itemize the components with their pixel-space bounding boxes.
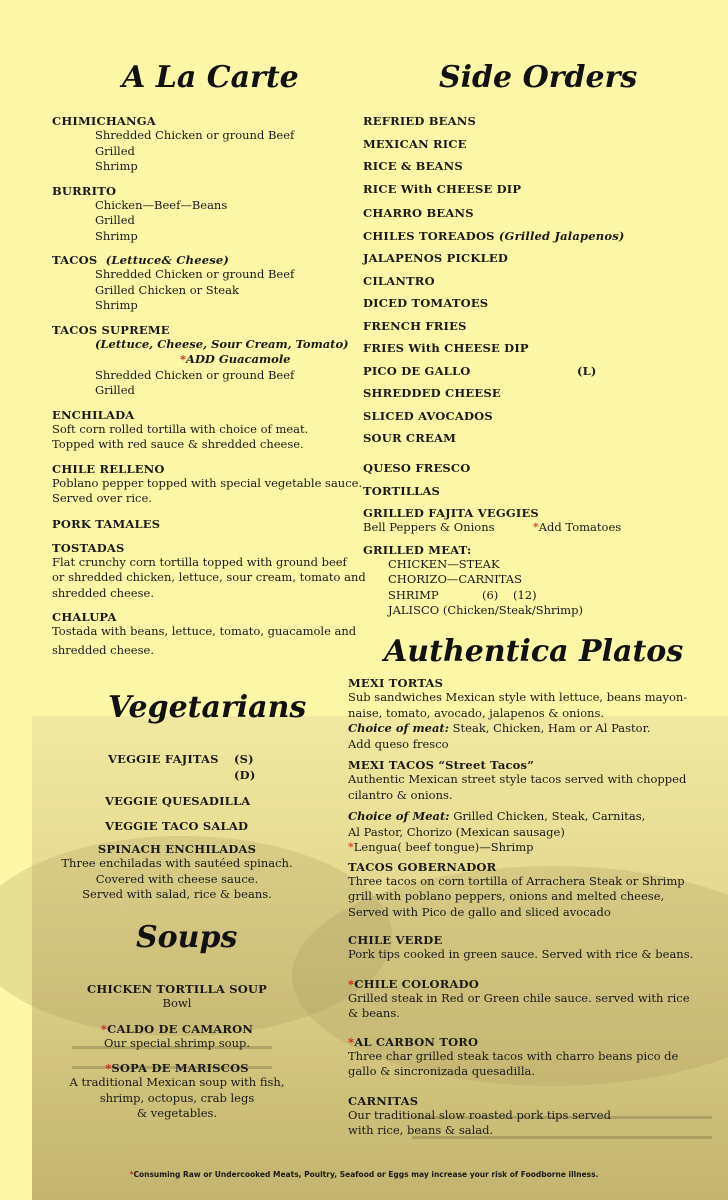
- authentica-platos-section: [348, 634, 718, 1139]
- a-la-carte-title: A La Carte: [122, 60, 299, 95]
- menu-item: RICE With CHEESE DIP: [363, 181, 522, 196]
- menu-item: FRIES With CHEESE DIP: [363, 341, 529, 355]
- menu-item: CHILE RELLENO Poblano pepper topped with special vegetable sauce. Served over rice.: [52, 461, 363, 505]
- menu-item: MEXI TORTAS Sub sandwiches Mexican style with lettuce, beans mayon- naise, tomato, avocado, jalapenos & onions. Choice of meat: Steak, Chicken, Ham or Al Pastor. Add queso fresco: [348, 676, 688, 751]
- menu-item: ENCHILADA Soft corn rolled tortilla with choice of meat. Topped with red sauce & shredded cheese.: [52, 407, 309, 451]
- vegetarians-title: Vegetarians: [108, 690, 307, 725]
- menu-item: GRILLED MEAT:: [363, 542, 472, 557]
- vegetarians-section: Vegetarians VEGGIE FAJITAS (S) (D) VEGGIE QUESADILLA VEGGIE TACO SALAD SPINACH ENCHILADAS Three enchiladas with sautéed spinach. Covered with cheese sauce. Served with salad, rice & beans.: [52, 690, 342, 903]
- footer-disclaimer: *Consuming Raw or Undercooked Meats, Poultry, Seafood or Eggs may increase your risk of Foodborne illness.: [129, 1170, 599, 1179]
- menu-item: VEGGIE QUESADILLA: [105, 794, 251, 808]
- menu-item: SLICED AVOCADOS: [363, 408, 493, 423]
- menu-item: BURRITO Chicken—Beef—Beans Grilled Shrimp: [52, 183, 228, 243]
- menu-item: PORK TAMALES: [52, 516, 161, 531]
- menu-item: CHILES TOREADOS (Grilled Jalapenos): [363, 228, 625, 243]
- menu-item: JALAPENOS PICKLED: [363, 251, 509, 265]
- menu-item: QUESO FRESCO: [363, 461, 471, 475]
- menu-item: CHALUPA Tostada with beans, lettuce, tomato, guacamole and shredded cheese.: [52, 610, 357, 657]
- menu-item: RICE & BEANS: [363, 159, 463, 173]
- menu-item: *AL CARBON TORO Three char grilled steak tacos with charro beans pico de gallo & sincronizada quesadilla.: [348, 1034, 679, 1078]
- menu-item: TOSTADAS Flat crunchy corn tortilla topped with ground beef or shredded chicken, lettuce, sour cream, tomato and shredded cheese.: [52, 540, 366, 600]
- menu-item: CHILE VERDE Pork tips cooked in green sauce. Served with rice & beans.: [348, 933, 694, 961]
- menu-item: CILANTRO: [363, 273, 435, 288]
- menu-item: SPINACH ENCHILADAS Three enchiladas with sautéed spinach. Covered with cheese sauce. Served with salad, rice & beans.: [61, 842, 293, 901]
- menu-item: TACOS (Lettuce& Cheese) Shredded Chicken or ground Beef Grilled Chicken or Steak Shrimp: [52, 253, 295, 312]
- authentica-title: Authentica Platos: [384, 634, 684, 669]
- side-orders-title: Side Orders: [439, 60, 638, 95]
- menu-item: TORTILLAS: [363, 483, 441, 498]
- menu-item: TACOS GOBERNADOR Three tacos on corn tortilla of Arrachera Steak or Shrimp grill with poblano peppers, onions and melted cheese, Served with Pico de gallo and sliced avocado: [348, 859, 685, 919]
- menu-item: SOUR CREAM: [363, 431, 457, 445]
- menu-item: MEXI TACOS “Street Tacos” Authentic Mexican street style tacos served with chopped cilantro & onions. Choice of Meat: Grilled Chicken, Steak, Carnitas, Al Pastor, Chorizo (Mexican sausage) *Lengua( beef tongue)—Shrimp: [348, 758, 687, 854]
- menu-item: *CHILE COLORADO Grilled steak in Red or Green chile sauce. served with rice & beans.: [348, 976, 690, 1020]
- menu-item: CHICKEN TORTILLA SOUP Bowl: [87, 982, 267, 1010]
- menu-item: *SOPA DE MARISCOS A traditional Mexican soup with fish, shrimp, octopus, crab legs & vegetables.: [69, 1061, 285, 1120]
- menu-item: FRENCH FRIES: [363, 318, 467, 333]
- soups-title: Soups: [136, 920, 238, 955]
- soups-section: [52, 920, 342, 1122]
- menu-item: REFRIED BEANS: [363, 114, 476, 128]
- menu-item: VEGGIE FAJITAS (S): [108, 752, 254, 766]
- side-orders-section: Side Orders REFRIED BEANS MEXICAN RICE RICE & BEANS RICE With CHEESE DIP CHARRO BEANS CHILES TOREADOS (Grilled Jalapenos) JALAPENOS PICKLED CILANTRO DICED TOMATOES FRENCH FRIES FRIES With CHEESE DIP PICO DE GALLO (L) SHREDDED CHEESE SLICED AVOCADOS SOUR CREAM QUESO FRESCO TORTILLAS GRILLED FAJITA VEGGIES Bell Peppers & Onions *Add Tomatoes GRILLED MEAT: CHICKEN—STEAK CHORIZO—CARNITAS SHRIMP (6) (12) JALISCO (Chicken/Steak/Shrimp): [363, 60, 713, 619]
- menu-item: DICED TOMATOES: [363, 296, 489, 310]
- menu-item: VEGGIE TACO SALAD: [105, 819, 249, 833]
- a-la-carte-section: [52, 60, 366, 658]
- menu-item: PICO DE GALLO (L): [363, 363, 597, 378]
- menu-item: CHARRO BEANS: [363, 206, 474, 220]
- menu-item: CHIMICHANGA Shredded Chicken or ground Beef Grilled Shrimp: [52, 114, 295, 173]
- menu-item: TACOS SUPREME (Lettuce, Cheese, Sour Cream, Tomato) *ADD Guacamole Shredded Chicken or ground Beef Grilled: [52, 322, 349, 397]
- menu-item: SHREDDED CHEESE: [363, 386, 501, 400]
- menu-item: GRILLED FAJITA VEGGIES: [363, 506, 539, 520]
- menu-item: *CALDO DE CAMARON Our special shrimp soup.: [100, 1021, 254, 1050]
- menu-item: CARNITAS Our traditional slow roasted pork tips served with rice, beans & salad.: [348, 1093, 611, 1137]
- menu-item: MEXICAN RICE: [363, 136, 467, 151]
